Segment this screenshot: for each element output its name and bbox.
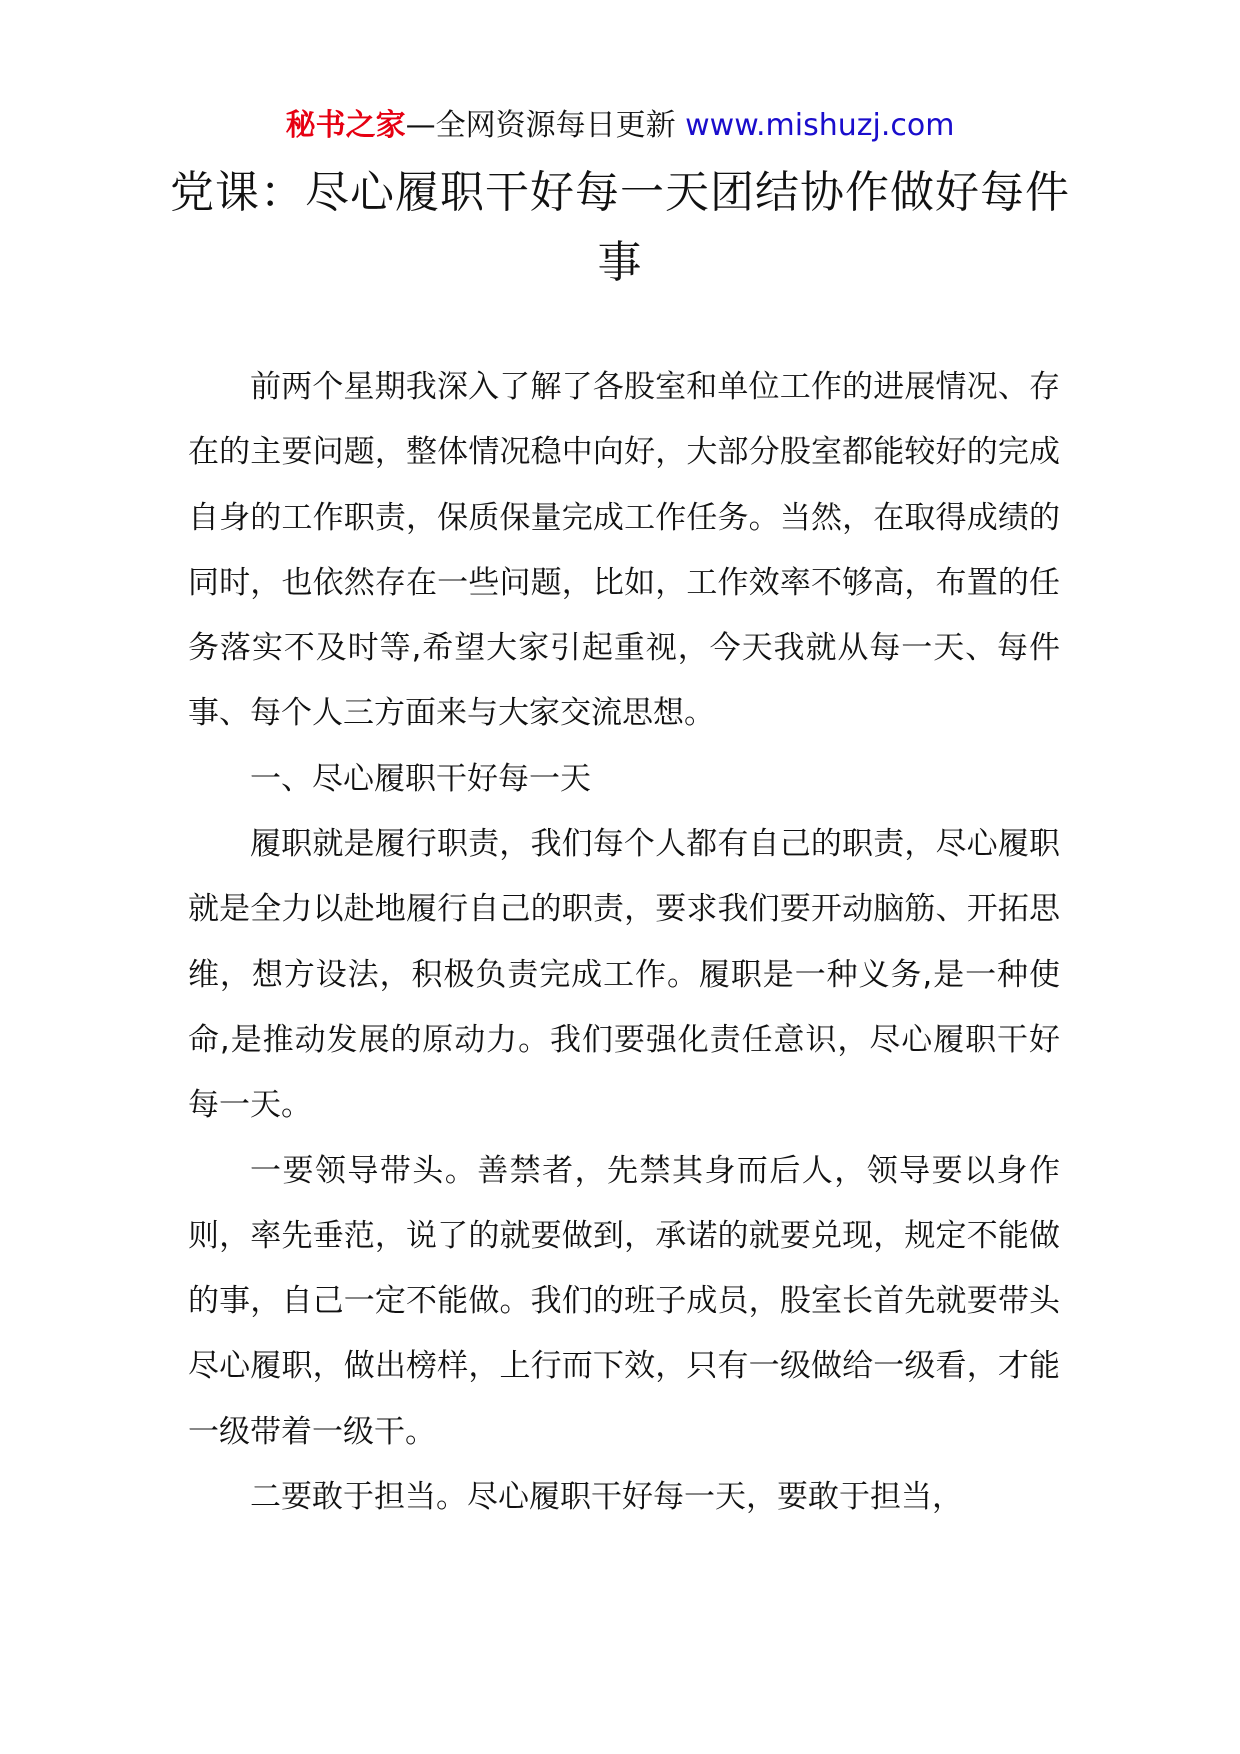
site-brand: 秘书之家 (285, 108, 406, 143)
document-title: 党课：尽心履职干好每一天团结协作做好每件事 (170, 167, 1070, 288)
site-url-link[interactable]: www.mishuzj.com (685, 108, 955, 143)
site-header (0, 104, 1240, 148)
site-tagline: —全网资源每日更新 (405, 108, 686, 143)
document-body (188, 355, 1060, 1530)
paragraph-leadership: 一要领导带头。善禁者，先禁其身而后人，领导要以身作则，率先垂范，说了的就要做到，承诺的就要兑现，规定不能做的事，自己一定不能做。我们的班子成员，股室长首先就要带头尽心履职，做出榜样，上行而下效，只有一级做给一级看，才能一级带着一级干。 (188, 1152, 1060, 1450)
paragraph-intro: 前两个星期我深入了解了各股室和单位工作的进展情况、存在的主要问题，整体情况稳中向好，大部分股室都能较好的完成自身的工作职责，保质保量完成工作任务。当然，在取得成绩的同时，也依然存在一些问题，比如，工作效率不够高，布置的任务落实不及时等,希望大家引起重视，今天我就从每一天、每件事、每个人三方面来与大家交流思想。 (188, 369, 1060, 732)
paragraph-responsibility: 二要敢于担当。尽心履职干好每一天，要敢于担当， (250, 1479, 963, 1516)
paragraph-duty: 履职就是履行职责，我们每个人都有自己的职责，尽心履职就是全力以赴地履行自己的职责，要求我们要开动脑筋、开拓思维，想方设法，积极负责完成工作。履职是一种义务,是一种使命,是推动发展的原动力。我们要强化责任意识，尽心履职干好每一天。 (188, 826, 1060, 1124)
section-heading-1: 一、尽心履职干好每一天 (250, 760, 591, 797)
